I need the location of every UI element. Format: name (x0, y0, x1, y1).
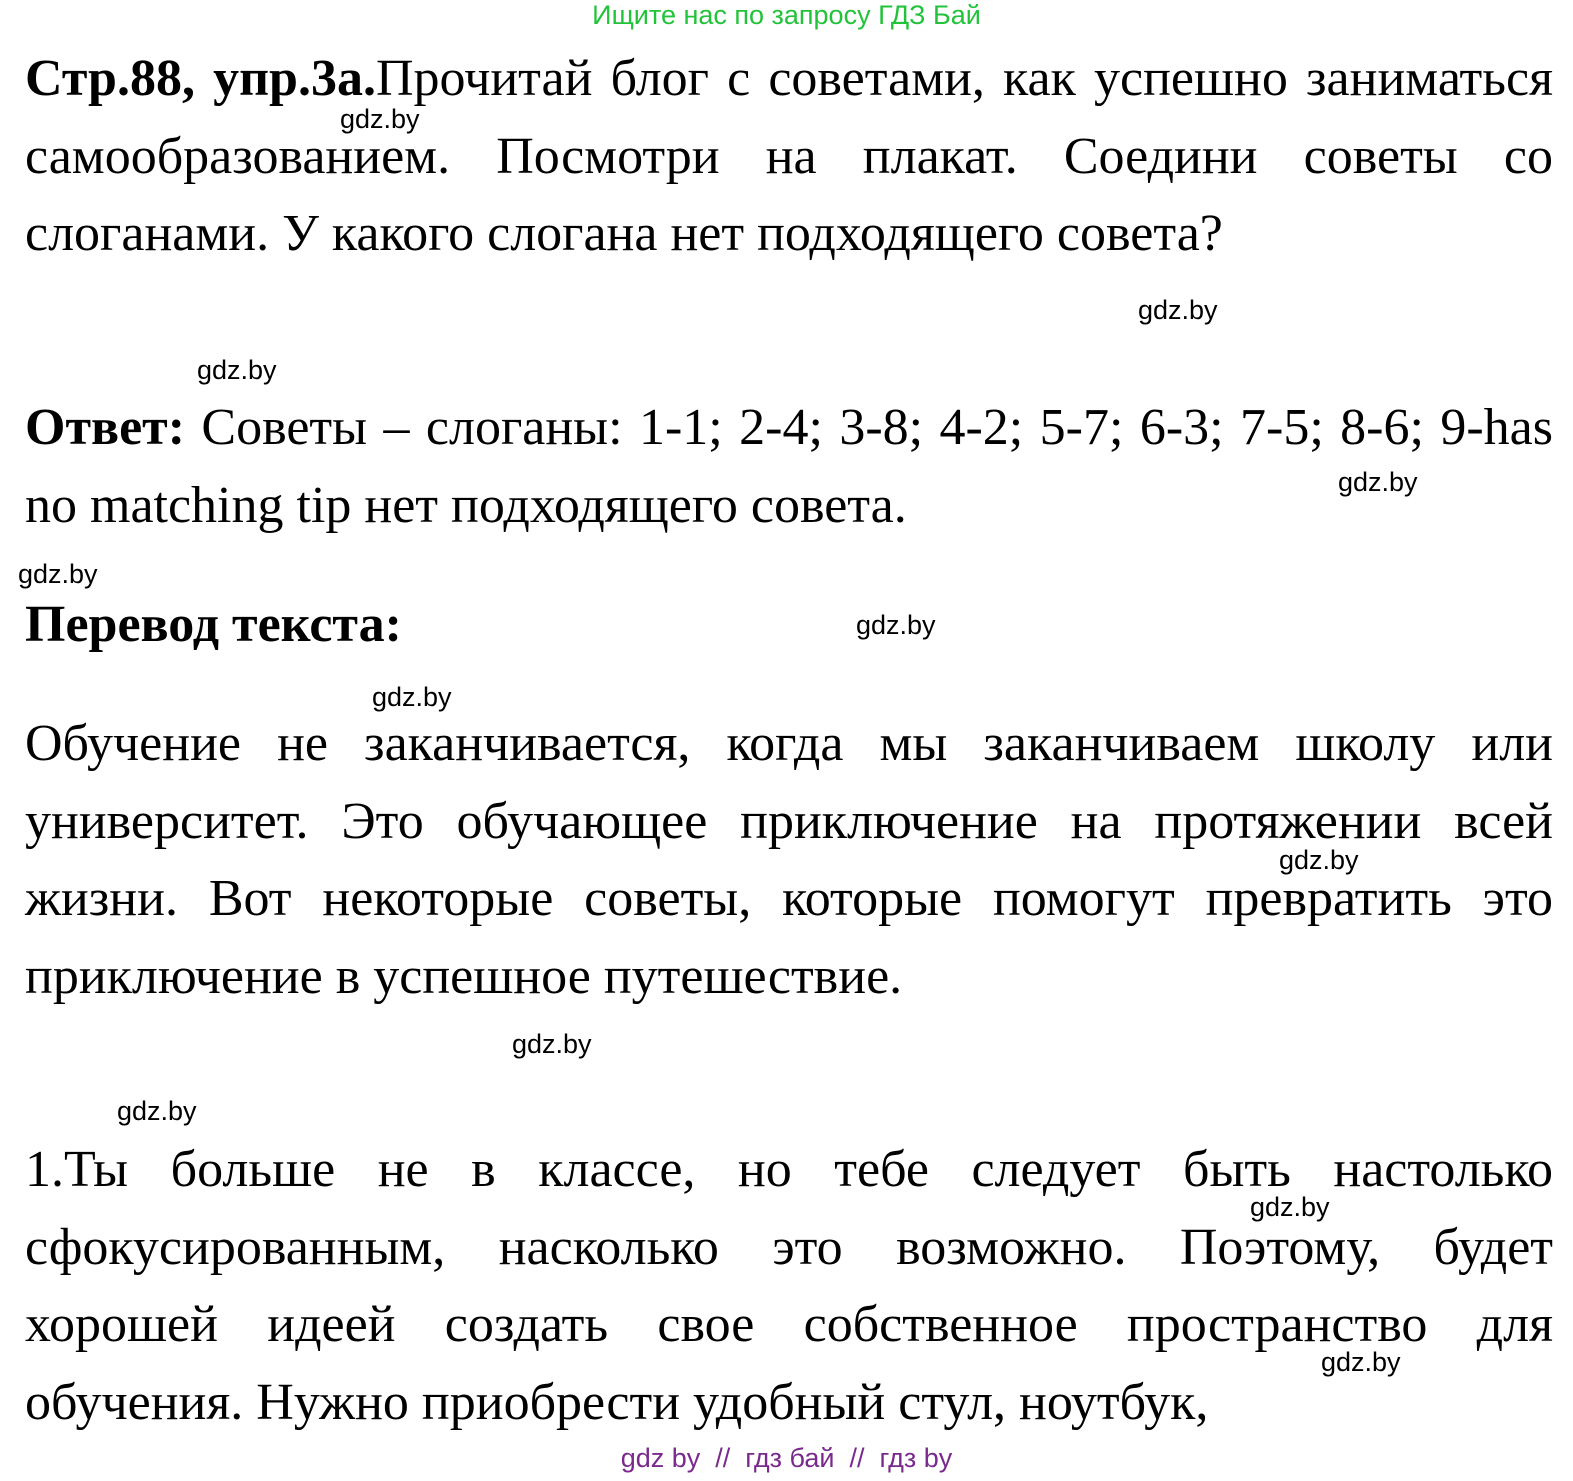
translation-heading: Перевод текста: (25, 596, 402, 653)
answer-label: Ответ: (25, 399, 186, 456)
watermark: gdz.by (372, 682, 452, 712)
watermark: gdz.by (1321, 1347, 1401, 1377)
watermark: gdz.by (1138, 295, 1218, 325)
watermark: gdz.by (1338, 467, 1418, 497)
exercise-title (25, 40, 1553, 273)
watermark: gdz.by (512, 1029, 592, 1059)
watermark: gdz.by (1279, 845, 1359, 875)
intro-paragraph: Обучение не заканчивается, когда мы заканчиваем школу или университет. Это обучающее приключение на протяжении всей жизни. Вот некоторые советы, которые помогут превратить это приключение в успешное путешествие. (25, 715, 1553, 1005)
exercise-instruction: Прочитай блог с советами, как успешно заниматься самообразованием. Посмотри на плакат. Соедини советы со слоганами. У какого слогана нет подходящего совета? (25, 50, 1553, 262)
exercise-label: Стр.88, упр.3а. (25, 50, 376, 107)
watermark: gdz.by (1250, 1192, 1330, 1222)
watermark: gdz.by (856, 610, 936, 640)
watermark: gdz.by (340, 104, 420, 134)
top-banner: Ищите нас по запросу ГДЗ Бай (592, 0, 981, 30)
answer-text: Советы – слоганы: 1-1; 2-4; 3-8; 4-2; 5-7; 6-3; 7-5; 8-6; 9-has no matching tip нет подходящего совета. (25, 399, 1553, 534)
watermark: gdz.by (117, 1096, 197, 1126)
tip-1-paragraph: 1.Ты больше не в классе, но тебе следует быть настолько сфокусированным, насколько это возможно. Поэтому, будет хорошей идеей создать свое собственное пространство для обучения. Нужно приобрести удобный стул, ноутбук, (25, 1141, 1553, 1431)
footer-watermark: gdz by // гдз бай // гдз by (620, 1443, 953, 1473)
watermark: gdz.by (197, 355, 277, 385)
answer-block (25, 389, 1553, 544)
watermark: gdz.by (18, 559, 98, 589)
